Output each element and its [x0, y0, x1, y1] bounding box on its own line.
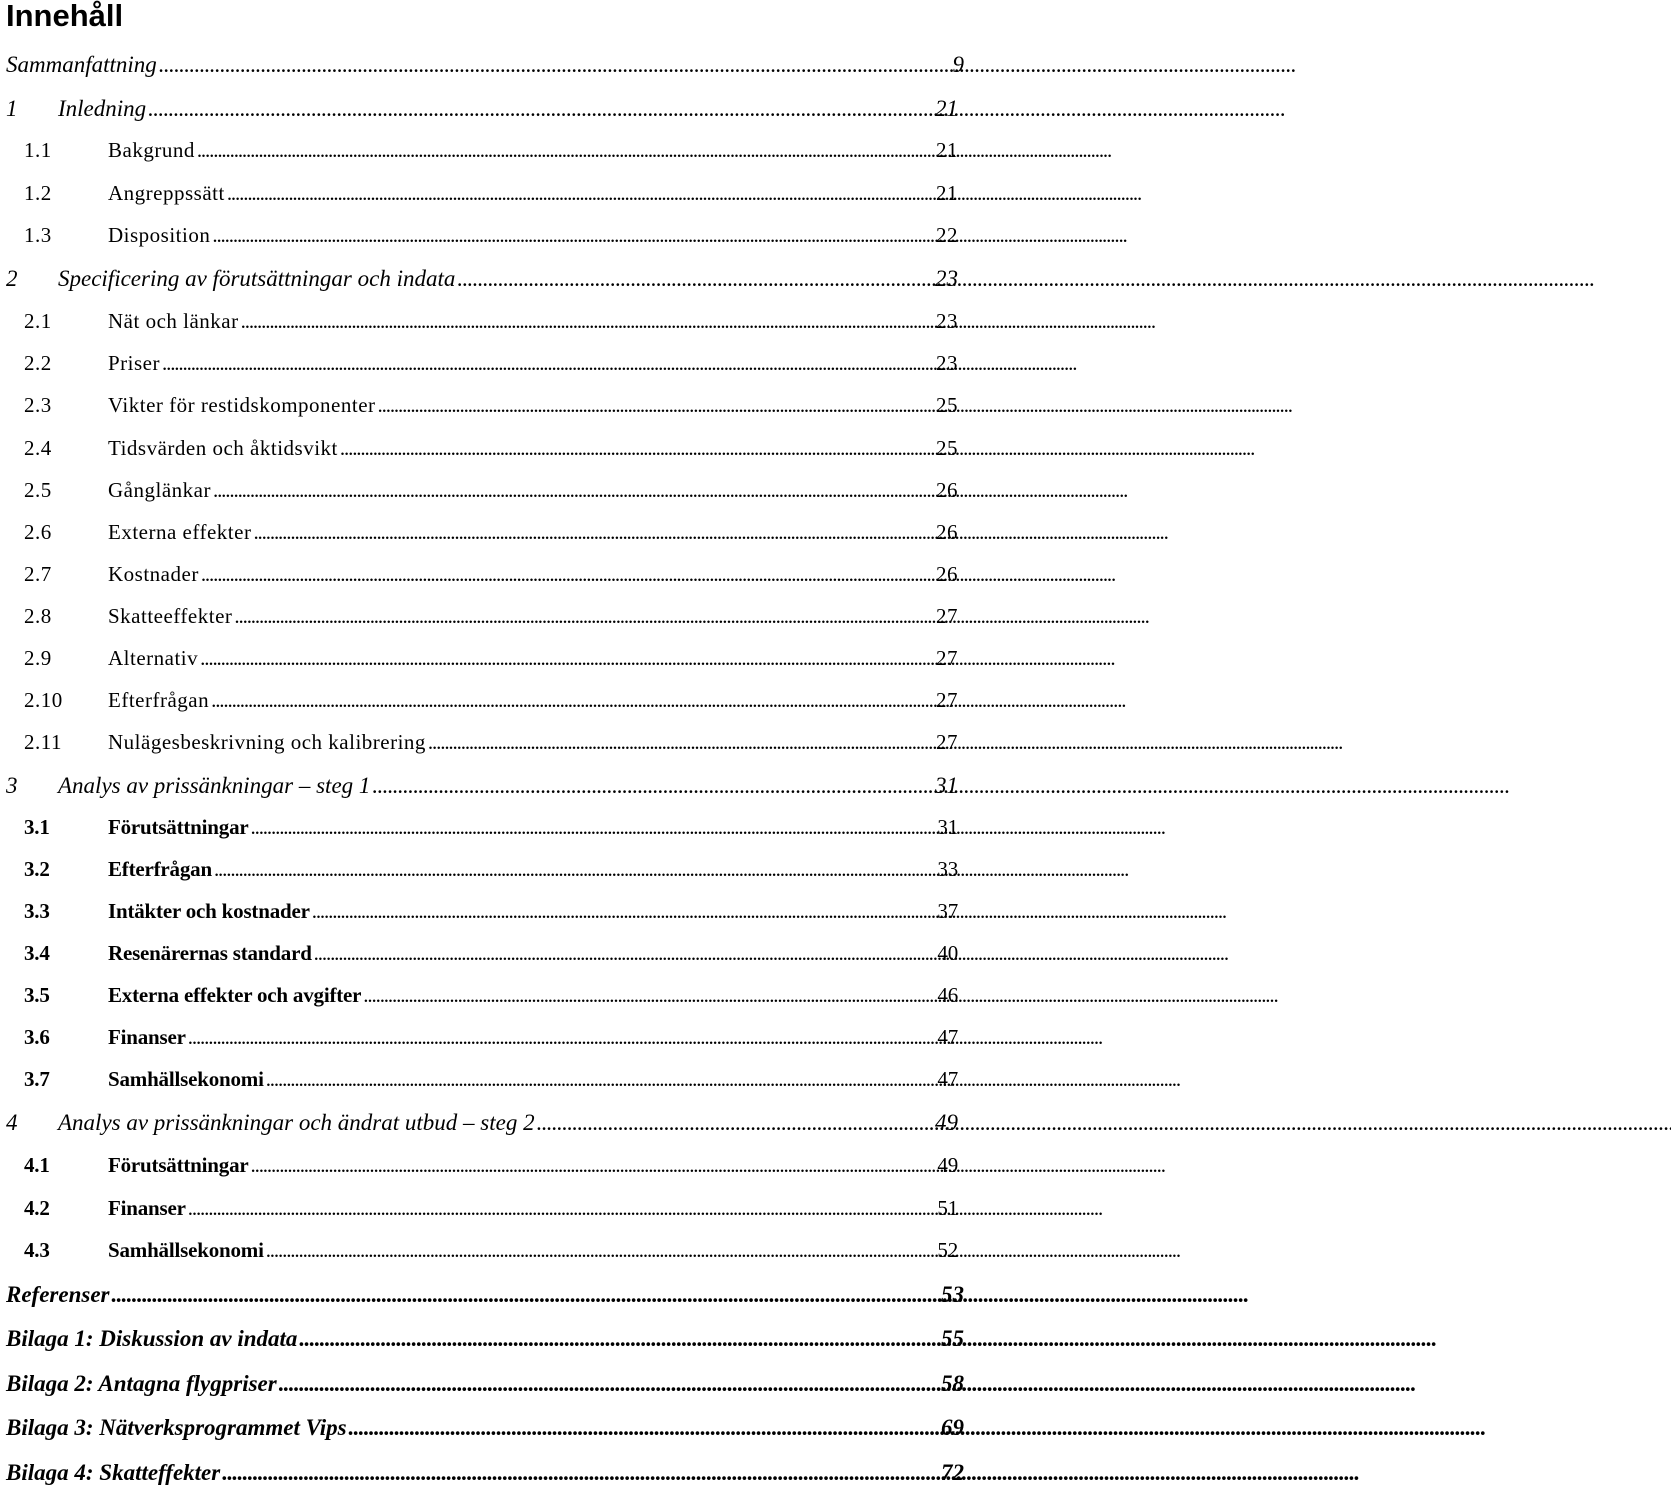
toc-entry-page: 25	[936, 393, 958, 417]
toc-entry-number: 2.8	[24, 604, 52, 628]
toc-entry[interactable]	[0, 646, 960, 678]
toc-entry-page: 21	[935, 96, 958, 121]
toc-entry-page: 69	[941, 1415, 964, 1440]
toc-entry[interactable]	[0, 351, 960, 383]
toc-entry-number: 1.1	[24, 138, 52, 162]
toc-entry[interactable]	[0, 266, 960, 298]
toc-leader-dots	[200, 646, 934, 671]
toc-entry[interactable]	[0, 138, 960, 170]
toc-entry-title: Finanser	[108, 1196, 186, 1220]
toc-entry-number: 3.5	[24, 983, 50, 1007]
toc-leader-dots	[251, 815, 936, 840]
toc-entry-number: 4.2	[24, 1196, 50, 1220]
toc-entry-title: Bilaga 4: Skatteffekter	[6, 1460, 221, 1485]
toc-entry-page: 58	[941, 1371, 964, 1396]
toc-leader-dots	[188, 1196, 936, 1221]
toc-leader-dots	[378, 393, 934, 418]
toc-entry-page: 31	[937, 815, 958, 839]
toc-entry-title: Bilaga 3: Nätverksprogrammet Vips	[6, 1415, 347, 1440]
toc-entry-title: Samhällsekonomi	[108, 1238, 264, 1262]
toc-entry-number: 3	[6, 773, 18, 798]
toc-leader-dots	[428, 730, 934, 755]
toc-leader-dots	[314, 941, 936, 966]
toc-leader-dots	[241, 309, 934, 334]
toc-entry-title: Förutsättningar	[108, 1153, 249, 1177]
toc-entry-page: 47	[937, 1025, 958, 1049]
toc-entry-number: 1.3	[24, 223, 52, 247]
toc-entry-title: Förutsättningar	[108, 815, 249, 839]
toc-entry-number: 4.3	[24, 1238, 50, 1262]
toc-entry[interactable]	[0, 1460, 966, 1492]
toc-entry-number: 4.1	[24, 1153, 50, 1177]
toc-leader-dots	[312, 899, 936, 924]
toc-entry[interactable]	[0, 223, 960, 255]
toc-entry[interactable]	[0, 1238, 960, 1270]
toc-leader-dots	[253, 520, 934, 545]
toc-entry-title: Bilaga 2: Antagna flygpriser	[6, 1371, 277, 1396]
toc-entry-page: 22	[936, 223, 958, 247]
toc-entry-title: Samhällsekonomi	[108, 1067, 264, 1091]
toc-entry-page: 27	[936, 604, 958, 628]
toc-entry-number: 3.6	[24, 1025, 50, 1049]
toc-entry-title: Analys av prissänkningar och ändrat utbud – steg 2	[58, 1110, 535, 1135]
toc-entry-number: 2.9	[24, 646, 52, 670]
toc-entry-title: Externa effekter och avgifter	[108, 983, 362, 1007]
toc-entry-page: 21	[936, 181, 958, 205]
toc-entry[interactable]	[0, 1025, 960, 1057]
toc-entry-number: 3.4	[24, 941, 50, 965]
toc-entry[interactable]	[0, 1282, 966, 1314]
toc-leader-dots	[212, 223, 934, 248]
toc-leader-dots	[457, 266, 933, 292]
toc-entry-number: 3.7	[24, 1067, 50, 1091]
toc-leader-dots	[279, 1371, 939, 1397]
toc-entry-title: Tidsvärden och åktidsvikt	[108, 436, 338, 460]
toc-leader-dots	[266, 1238, 936, 1263]
toc-leader-dots	[197, 138, 934, 163]
toc-entry[interactable]	[0, 773, 960, 805]
toc-entry-number: 2	[6, 266, 18, 291]
toc-entry-page: 26	[936, 562, 958, 586]
toc-entry[interactable]	[0, 983, 960, 1015]
toc-entry-title: Finanser	[108, 1025, 186, 1049]
toc-leader-dots	[349, 1415, 939, 1441]
toc-entry-title: Alternativ	[108, 646, 199, 670]
toc-leader-dots	[148, 96, 933, 122]
toc-entry-number: 4	[6, 1110, 18, 1135]
toc-entry[interactable]	[0, 562, 960, 594]
toc-entry-page: 47	[937, 1067, 958, 1091]
toc-leader-dots	[299, 1326, 939, 1352]
toc-leader-dots	[201, 562, 934, 587]
toc-entry-title: Vikter för restidskomponenter	[108, 393, 376, 417]
toc-entry[interactable]	[0, 899, 960, 931]
toc-entry-title: Nulägesbeskrivning och kalibrering	[108, 730, 426, 754]
toc-entry-number: 1.2	[24, 181, 52, 205]
toc-entry-title: Disposition	[108, 223, 211, 247]
toc-entry-page: 49	[935, 1110, 958, 1135]
toc-leader-dots	[372, 773, 933, 799]
toc-entry-number: 2.1	[24, 309, 52, 333]
toc-leader-dots	[234, 604, 934, 629]
toc-entry-title: Angreppssätt	[108, 181, 225, 205]
toc-entry-title: Intäkter och kostnader	[108, 899, 310, 923]
toc-entry-title: Bilaga 1: Diskussion av indata	[6, 1326, 298, 1351]
toc-leader-dots	[363, 983, 935, 1008]
toc-leader-dots	[251, 1153, 936, 1178]
toc-entry[interactable]	[0, 1153, 960, 1185]
toc-entry-title: Gånglänkar	[108, 478, 211, 502]
toc-entry-title: Nät och länkar	[108, 309, 239, 333]
toc-entry[interactable]	[0, 181, 960, 213]
toc-entry-number: 2.5	[24, 478, 52, 502]
toc-heading: Innehåll	[6, 0, 124, 33]
toc-entry-number: 2.11	[24, 730, 62, 754]
toc-entry-title: Specificering av förutsättningar och indata	[58, 266, 456, 291]
toc-entry[interactable]	[0, 96, 960, 128]
toc-entry[interactable]	[0, 1371, 966, 1403]
toc-entry-number: 2.4	[24, 436, 52, 460]
toc-entry[interactable]	[0, 604, 960, 636]
toc-entry-title: Bakgrund	[108, 138, 195, 162]
toc-entry[interactable]	[0, 1196, 960, 1228]
toc-entry-title: Sammanfattning	[6, 52, 157, 77]
toc-entry-page: 21	[936, 138, 958, 162]
toc-entry-title: Analys av prissänkningar – steg 1	[58, 773, 371, 798]
toc-leader-dots	[227, 181, 934, 206]
toc-entry-page: 49	[937, 1153, 958, 1177]
toc-entry[interactable]	[0, 815, 960, 847]
toc-entry[interactable]	[0, 1110, 960, 1142]
toc-entry-page: 33	[937, 857, 958, 881]
toc-entry[interactable]	[0, 309, 960, 341]
toc-entry[interactable]	[0, 52, 966, 84]
toc-entry-page: 27	[936, 646, 958, 670]
toc-entry-number: 3.1	[24, 815, 50, 839]
toc-entry-number: 1	[6, 96, 18, 121]
toc-entry[interactable]	[0, 478, 960, 510]
toc-entry-page: 23	[936, 351, 958, 375]
toc-entry-title: Skatteeffekter	[108, 604, 233, 628]
toc-entry[interactable]	[0, 688, 960, 720]
toc-entry[interactable]	[0, 941, 960, 973]
toc-entry[interactable]	[0, 1326, 966, 1358]
toc-leader-dots	[162, 351, 934, 376]
toc-entry-page: 26	[936, 520, 958, 544]
toc-entry-page: 55	[941, 1326, 964, 1351]
toc-entry-page: 23	[935, 266, 958, 291]
toc-entry-title: Referenser	[6, 1282, 110, 1307]
toc-leader-dots	[340, 436, 934, 461]
toc-entry-title: Resenärernas standard	[108, 941, 312, 965]
toc-entry-title: Inledning	[58, 96, 147, 121]
toc-entry[interactable]	[0, 730, 960, 762]
toc-leader-dots	[214, 857, 935, 882]
toc-entry-number: 3.3	[24, 899, 50, 923]
toc-entry-number: 2.10	[24, 688, 63, 712]
toc-entry[interactable]	[0, 520, 960, 552]
toc-entry-number: 2.7	[24, 562, 52, 586]
toc-entry-page: 25	[936, 436, 958, 460]
toc-entry-page: 51	[937, 1196, 958, 1220]
toc-entry-page: 31	[935, 773, 958, 798]
toc-entry-page: 46	[937, 983, 958, 1007]
toc-entry-number: 2.6	[24, 520, 52, 544]
toc-leader-dots	[537, 1110, 933, 1136]
toc-entry-number: 3.2	[24, 857, 50, 881]
toc-leader-dots	[222, 1460, 939, 1486]
toc-entry-page: 26	[936, 478, 958, 502]
toc-entry-page: 52	[937, 1238, 958, 1262]
toc-leader-dots	[266, 1067, 936, 1092]
toc-leader-dots	[188, 1025, 936, 1050]
toc-entry-page: 37	[937, 899, 958, 923]
toc-entry-title: Priser	[108, 351, 160, 375]
toc-entry[interactable]	[0, 1067, 960, 1099]
toc-leader-dots	[213, 478, 934, 503]
toc-leader-dots	[211, 688, 934, 713]
toc-entry-title: Efterfrågan	[108, 857, 212, 881]
toc-entry-number: 2.2	[24, 351, 52, 375]
toc-entry-title: Kostnader	[108, 562, 199, 586]
toc-entry-page: 9	[952, 52, 964, 77]
toc-leader-dots	[159, 52, 951, 78]
toc-entry[interactable]	[0, 393, 960, 425]
toc-entry-page: 27	[936, 688, 958, 712]
toc-entry[interactable]	[0, 1415, 966, 1447]
toc-entry-page: 23	[936, 309, 958, 333]
toc-entry-title: Externa effekter	[108, 520, 252, 544]
toc-entry[interactable]	[0, 436, 960, 468]
toc-entry[interactable]	[0, 857, 960, 889]
toc-entry-title: Efterfrågan	[108, 688, 210, 712]
toc-leader-dots	[111, 1282, 939, 1308]
toc-entry-page: 72	[941, 1460, 964, 1485]
toc-entry-page: 53	[941, 1282, 964, 1307]
toc-entry-page: 27	[936, 730, 958, 754]
toc-entry-number: 2.3	[24, 393, 52, 417]
toc-entry-page: 40	[937, 941, 958, 965]
